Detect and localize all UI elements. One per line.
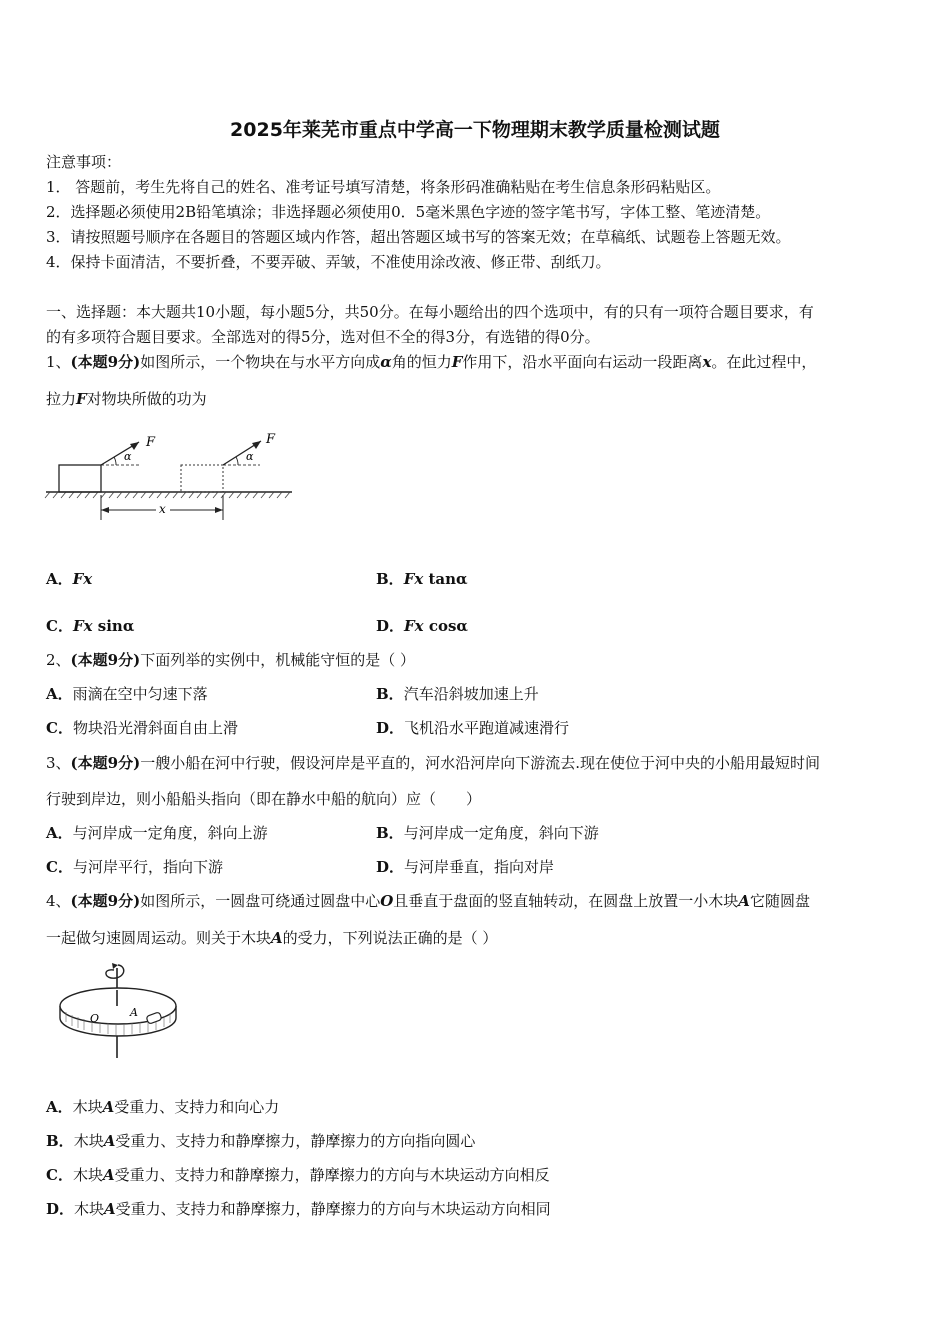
question-3-stem: 3、(本题9分)一艘小船在河中行驶，假设河岸是平直的，河水沿河岸向下游流去.现在使位于河中央的小船用最短时间 (46, 754, 820, 772)
option-a[interactable]: A．雨滴在空中匀速下落 (46, 685, 208, 703)
option-a[interactable]: A．木块A受重力、支持力和向心力 (46, 1098, 280, 1116)
question-1-stem: 1、(本题9分)如图所示，一个物块在与水平方向成α角的恒力F作用下，沿水平面向右运动一段距离x。在此过程中， (46, 353, 817, 371)
angle-label: α (124, 450, 132, 463)
question-3-stem-2: 行驶到岸边，则小船船头指向（即在静水中船的航向）应（ ） (46, 790, 482, 808)
option-c[interactable]: C．木块A受重力、支持力和静摩擦力，静摩擦力的方向与木块运动方向相反 (46, 1166, 550, 1184)
question-2-stem: 2、(本题9分)下面列举的实例中，机械能守恒的是（ ） (46, 651, 415, 669)
rotating-disc-figure (52, 960, 182, 1060)
question-4-stem-2: 一起做匀速圆周运动。则关于木块A的受力，下列说法正确的是（ ） (46, 929, 498, 947)
option-a[interactable]: A．Fx (46, 570, 93, 588)
question-1-stem-2: 拉力F对物块所做的功为 (46, 390, 207, 408)
notice-item: 4．保持卡面清洁，不要折叠，不要弄破、弄皱，不准使用涂改液、修正带、刮纸刀。 (46, 253, 611, 271)
notice-item: 1． 答题前，考生先将自己的姓名、准考证号填写清楚，将条形码准确粘贴在考生信息条形码粘贴区。 (46, 178, 721, 196)
option-d[interactable]: D．与河岸垂直，指向对岸 (376, 858, 555, 876)
option-c[interactable]: C．Fx sinα (46, 617, 135, 635)
option-d[interactable]: D．飞机沿水平跑道减速滑行 (376, 719, 570, 737)
section-line: 的有多项符合题目要求。全部选对的得5分，选对但不全的得3分，有选错的得0分。 (46, 328, 600, 346)
notice-item: 2．选择题必须使用2B铅笔填涂；非选择题必须使用0．5毫米黑色字迹的签字笔书写，字体工整、笔迹清楚。 (46, 203, 771, 221)
force-label: F (146, 435, 156, 450)
page-title: 2025年莱芜市重点中学高一下物理期末教学质量检测试题 (230, 119, 720, 141)
angle-label: α (246, 450, 254, 463)
notice-heading: 注意事项： (46, 153, 122, 171)
question-4-stem: 4、(本题9分)如图所示，一圆盘可绕通过圆盘中心O且垂直于盘面的竖直轴转动，在圆盘上放置一小木块A它随圆盘 (46, 892, 810, 910)
option-b[interactable]: B．汽车沿斜坡加速上升 (376, 685, 539, 703)
option-b[interactable]: B．Fx tanα (376, 570, 468, 588)
center-label: O (90, 1012, 100, 1025)
option-d[interactable]: D．木块A受重力、支持力和静摩擦力，静摩擦力的方向与木块运动方向相同 (46, 1200, 551, 1218)
block-label: A (130, 1006, 138, 1019)
option-c[interactable]: C．物块沿光滑斜面自由上滑 (46, 719, 238, 737)
option-d[interactable]: D．Fx cosα (376, 617, 468, 635)
notice-item: 3．请按照题号顺序在各题目的答题区域内作答，超出答题区域书写的答案无效；在草稿纸、试题卷上答题无效。 (46, 228, 791, 246)
option-c[interactable]: C．与河岸平行，指向下游 (46, 858, 223, 876)
option-b[interactable]: B．与河岸成一定角度，斜向下游 (376, 824, 599, 842)
option-a[interactable]: A．与河岸成一定角度，斜向上游 (46, 824, 268, 842)
block-force-figure (40, 428, 300, 524)
distance-label: x (159, 502, 166, 516)
force-label: F (266, 432, 276, 447)
section-line: 一、选择题：本大题共10小题，每小题5分，共50分。在每小题给出的四个选项中，有的只有一项符合题目要求，有 (46, 303, 814, 321)
option-b[interactable]: B．木块A受重力、支持力和静摩擦力，静摩擦力的方向指向圆心 (46, 1132, 476, 1150)
